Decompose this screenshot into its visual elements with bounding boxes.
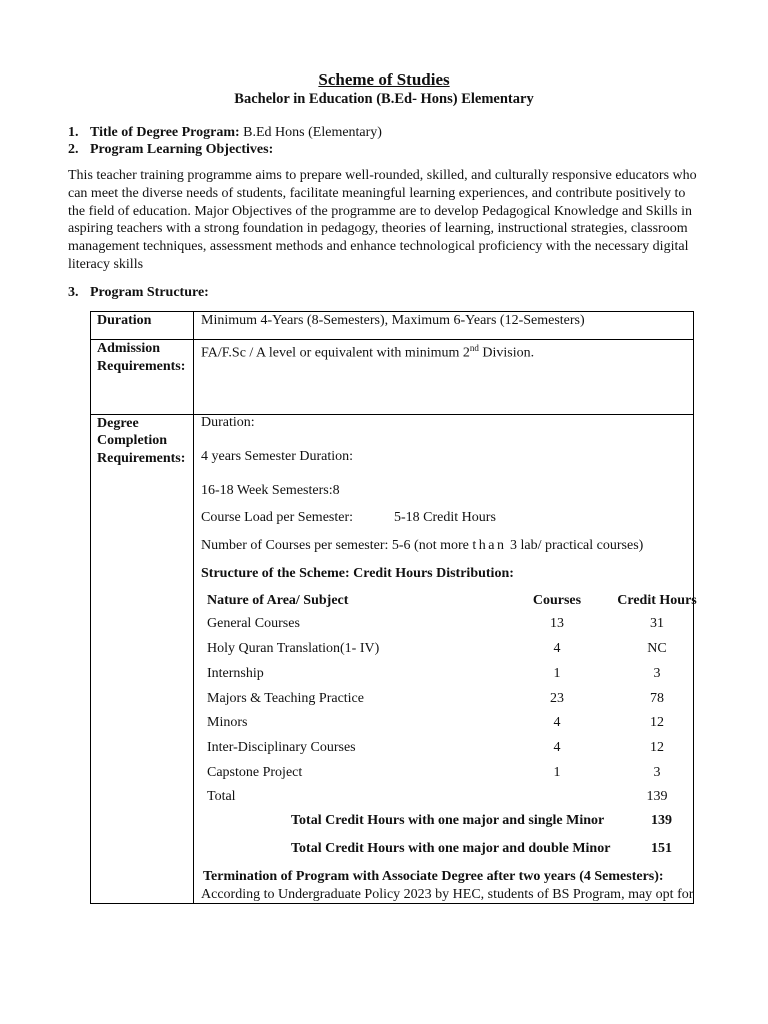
row-courses: 4 (553, 715, 561, 730)
table-row (207, 616, 691, 634)
item-title-of-degree (68, 125, 382, 141)
row-courses: 1 (553, 765, 561, 780)
document-subtitle: Bachelor in Education (B.Ed- Hons) Elementary (234, 91, 534, 107)
completion-label-line-2: Completion (97, 433, 167, 448)
table-row (207, 691, 691, 709)
row-courses: 4 (553, 740, 561, 755)
row-credit: 78 (650, 691, 664, 706)
row-credit: 12 (650, 715, 664, 730)
course-load-label: Course Load per Semester: (201, 510, 354, 525)
item-label: Title of Degree Program: (90, 125, 240, 140)
total-single-minor-value: 139 (651, 813, 672, 828)
item-number: 3. (68, 285, 79, 300)
row-area: Total (207, 789, 236, 804)
item-value: B.Ed Hons (Elementary) (239, 125, 382, 140)
header-area: Nature of Area/ Subject (207, 593, 349, 608)
row-area: Capstone Project (207, 765, 303, 780)
item-program-structure (68, 285, 209, 301)
courses-per-semester (201, 537, 643, 555)
row-credit: NC (647, 641, 667, 656)
row-courses: 23 (550, 691, 564, 706)
document-title: Scheme of Studies (318, 70, 450, 89)
program-structure-table (90, 311, 697, 904)
total-double-minor-label: Total Credit Hours with one major and double Minor (291, 841, 611, 856)
table-row (207, 641, 691, 659)
total-single-minor-label: Total Credit Hours with one major and single Minor (291, 813, 605, 828)
row-area: Internship (207, 666, 264, 681)
admission-text: FA/F.Sc / A level or equivalent with minimum 2 (201, 345, 470, 361)
courses-text-end: 3 lab/ practical courses) (506, 538, 644, 553)
header-courses: Courses (532, 593, 582, 608)
header-credit: Credit Hours (617, 593, 697, 608)
completion-duration: Duration: (201, 415, 255, 430)
item-label: Program Structure: (90, 285, 209, 300)
table-row (207, 715, 691, 733)
item-learning-objectives (68, 142, 273, 158)
table-row (207, 740, 691, 758)
admission-value (201, 340, 534, 362)
table-row (207, 666, 691, 684)
row-courses: 13 (550, 616, 564, 631)
row-courses: 4 (553, 641, 561, 656)
admission-label: Admission Requirements: (97, 341, 186, 374)
row-area: Inter-Disciplinary Courses (207, 740, 356, 755)
row-credit: 3 (653, 666, 661, 681)
completion-label-line-1: Degree (97, 416, 139, 431)
distribution-heading: Structure of the Scheme: Credit Hours Distribution: (201, 566, 514, 581)
row-area: Minors (207, 715, 248, 730)
duration-value: Minimum 4-Years (8-Semesters), Maximum 6-Years (12-Semesters) (201, 313, 585, 328)
completion-weeks: 16-18 Week Semesters:8 (201, 483, 340, 498)
row-credit: 139 (646, 789, 668, 804)
item-number: 1. (68, 125, 79, 140)
row-area: General Courses (207, 616, 300, 631)
item-label: Program Learning Objectives: (90, 142, 274, 157)
row-credit: 31 (650, 616, 664, 631)
objectives-paragraph: This teacher training programme aims to prepare well-rounded, skilled, and culturally responsive educators who can meet the diverse needs of students, facilitate meaningful learning experiences, and contribute positively to the field of education. Major Objectives of the programme are to develop Pedagogical Knowledge and Skills in aspiring teachers with a strong foundation in pedagogy, theories of learning, instructional strategies, classroom management techniques, assessment methods and enhance technological proficiency with the necessary digital literacy skills (68, 168, 697, 272)
course-load (201, 509, 496, 527)
completion-label-line-3: Requirements: (97, 451, 186, 466)
row-divider (91, 414, 693, 415)
row-area: Majors & Teaching Practice (207, 691, 364, 706)
courses-text: Number of Courses per semester: 5-6 (not more (201, 538, 473, 553)
row-credit: 12 (650, 740, 664, 755)
admission-superscript: nd (469, 343, 479, 353)
row-courses: 1 (553, 666, 561, 681)
total-double-minor-value: 151 (651, 841, 672, 856)
table-row (207, 765, 691, 783)
termination-text: According to Undergraduate Policy 2023 by HEC, students of BS Program, may opt for (201, 887, 694, 902)
admission-text-end: Division. (478, 345, 535, 361)
termination-heading: Termination of Program with Associate Degree after two years (4 Semesters): (203, 869, 664, 884)
course-load-value: 5-18 Credit Hours (394, 510, 496, 525)
column-divider (193, 312, 194, 903)
item-number: 2. (68, 142, 79, 157)
distribution-header-row (207, 593, 697, 611)
duration-label: Duration (97, 313, 152, 328)
courses-spaced-word: than (472, 538, 507, 553)
table-row (207, 789, 691, 807)
completion-years: 4 years Semester Duration: (201, 449, 354, 464)
row-area: Holy Quran Translation(1- IV) (207, 641, 380, 656)
row-credit: 3 (653, 765, 661, 780)
